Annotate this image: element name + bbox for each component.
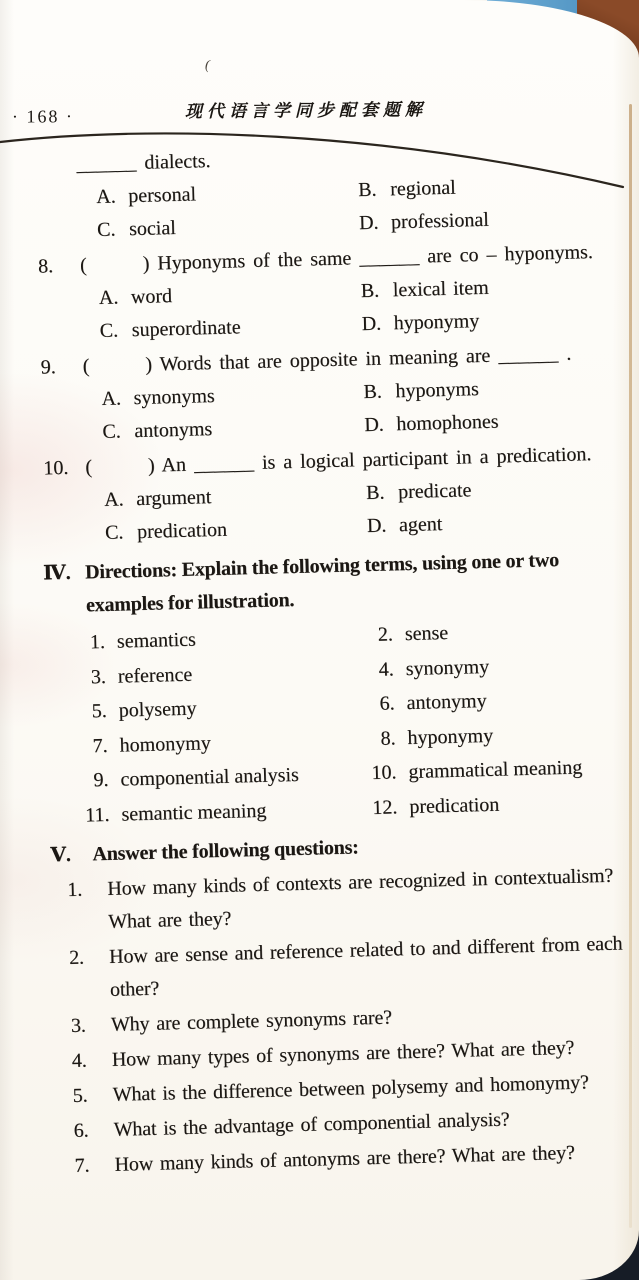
- term-text: predication: [409, 793, 500, 818]
- question-number: 4.: [71, 1049, 87, 1072]
- question-number: 7.: [74, 1154, 90, 1177]
- section-numeral: Ⅴ.: [50, 843, 71, 867]
- option-text: word: [130, 285, 173, 309]
- question-stem-continuation: ______ dialects.: [76, 150, 211, 176]
- option-label: D.: [366, 514, 387, 538]
- question-text: What is the difference between polysemy and homonymy?: [112, 1070, 589, 1106]
- term-number: 9.: [93, 769, 109, 792]
- question-number: 6.: [73, 1119, 89, 1142]
- option-text: predication: [136, 518, 228, 544]
- stray-pen-mark: (: [203, 57, 212, 74]
- option-label: C.: [96, 218, 116, 242]
- term-text: synonymy: [405, 655, 490, 680]
- question-number: 10.: [43, 456, 69, 480]
- question-number: 8.: [37, 255, 54, 278]
- question-text: What is the advantage of componential analysis?: [113, 1108, 510, 1141]
- option-d: [367, 503, 639, 543]
- option-d: [361, 301, 639, 341]
- term-number: 6.: [379, 692, 395, 715]
- question-number: 9.: [40, 356, 56, 379]
- question-text: ( ) An ______ is a logical participant in a predication.: [85, 443, 592, 479]
- options-grid: [104, 470, 639, 550]
- option-label: A.: [103, 488, 124, 511]
- term-text: semantics: [116, 628, 197, 653]
- option-label: A.: [98, 286, 119, 309]
- page-header: [0, 97, 639, 135]
- question-text: How many types of synonyms are there? What are they?: [111, 1036, 575, 1071]
- term-number: 8.: [380, 727, 396, 750]
- question-number: 5.: [72, 1084, 88, 1107]
- question-text: Why are complete synonyms rare?: [110, 1006, 393, 1036]
- term-item: [357, 784, 639, 826]
- option-label: B.: [363, 380, 383, 404]
- term-number: 2.: [377, 623, 394, 646]
- option-c: [105, 510, 368, 550]
- term-number: 12.: [372, 796, 398, 819]
- question-text: How many kinds of antonyms are there? What are they?: [114, 1141, 575, 1176]
- term-item: [69, 791, 358, 833]
- question-number: 2.: [68, 946, 85, 969]
- section-heading-text: Answer the following questions:: [92, 835, 359, 865]
- option-text: argument: [135, 486, 212, 511]
- question-text: ( ) Hyponyms of the same ______ are co – hyponyms.: [79, 241, 594, 277]
- page-edge-strip: [629, 104, 632, 1228]
- option-label: A.: [95, 185, 116, 209]
- option-text: homophones: [396, 410, 499, 436]
- option-label: B.: [357, 178, 377, 202]
- question-number: 1.: [67, 878, 83, 901]
- terms-grid: [64, 611, 639, 834]
- term-number: 7.: [92, 734, 108, 758]
- option-label: A.: [101, 387, 122, 410]
- options-grid: [98, 268, 639, 348]
- option-label: D.: [358, 211, 379, 235]
- option-c: [102, 409, 365, 449]
- option-label: D.: [364, 413, 385, 437]
- option-label: C.: [99, 319, 119, 342]
- term-text: antonymy: [406, 690, 487, 715]
- running-head-title: 现代语言学同步配套题解: [184, 100, 428, 122]
- option-c: [99, 308, 362, 348]
- term-number: 1.: [89, 630, 106, 654]
- term-text: homonymy: [119, 731, 212, 757]
- option-label: C.: [102, 420, 122, 443]
- term-number: 11.: [84, 803, 110, 827]
- option-text: predicate: [397, 479, 472, 504]
- question-text: How many kinds of contexts are recognized in contextualism? What are they?: [107, 864, 614, 933]
- option-text: personal: [127, 183, 197, 208]
- option-label: D.: [361, 312, 382, 336]
- term-text: grammatical meaning: [408, 756, 583, 784]
- option-text: synonyms: [133, 384, 215, 410]
- option-c: [97, 207, 360, 247]
- option-label: C.: [104, 521, 124, 544]
- section-heading-text: Directions: Explain the following terms, using one or two examples for illustration.: [84, 549, 560, 617]
- option-text: superordinate: [131, 316, 241, 342]
- options-grid: [96, 167, 639, 247]
- page-number: · 168 ·: [11, 106, 75, 127]
- section-4-heading: [11, 542, 639, 625]
- options-grid: [101, 369, 639, 449]
- option-text: hyponymy: [393, 310, 480, 335]
- term-number: 5.: [91, 700, 108, 723]
- term-number: 4.: [378, 657, 395, 681]
- option-label: B.: [365, 481, 385, 505]
- option-text: social: [128, 216, 177, 241]
- question-text: ( ) Words that are opposite in meaning are ______ .: [82, 342, 572, 378]
- option-text: antonyms: [134, 418, 213, 443]
- term-text: sense: [404, 621, 449, 646]
- option-d: [359, 200, 639, 240]
- option-label: B.: [360, 279, 380, 303]
- section-numeral: Ⅳ.: [42, 561, 71, 585]
- term-text: reference: [117, 663, 193, 688]
- option-d: [364, 402, 639, 442]
- term-text: hyponymy: [407, 724, 494, 749]
- option-text: hyponyms: [395, 378, 480, 403]
- option-text: regional: [389, 176, 456, 201]
- term-number: 10.: [371, 761, 397, 785]
- term-text: polysemy: [118, 697, 197, 722]
- term-text: semantic meaning: [121, 799, 267, 826]
- term-number: 3.: [90, 665, 107, 688]
- question-text: How are sense and reference related to and different from each other?: [108, 932, 623, 1001]
- question-number: 3.: [70, 1014, 86, 1037]
- page-content: [0, 134, 639, 1184]
- option-text: agent: [398, 513, 443, 537]
- term-text: componential analysis: [120, 764, 300, 791]
- option-text: lexical item: [392, 276, 489, 302]
- option-text: professional: [390, 208, 490, 234]
